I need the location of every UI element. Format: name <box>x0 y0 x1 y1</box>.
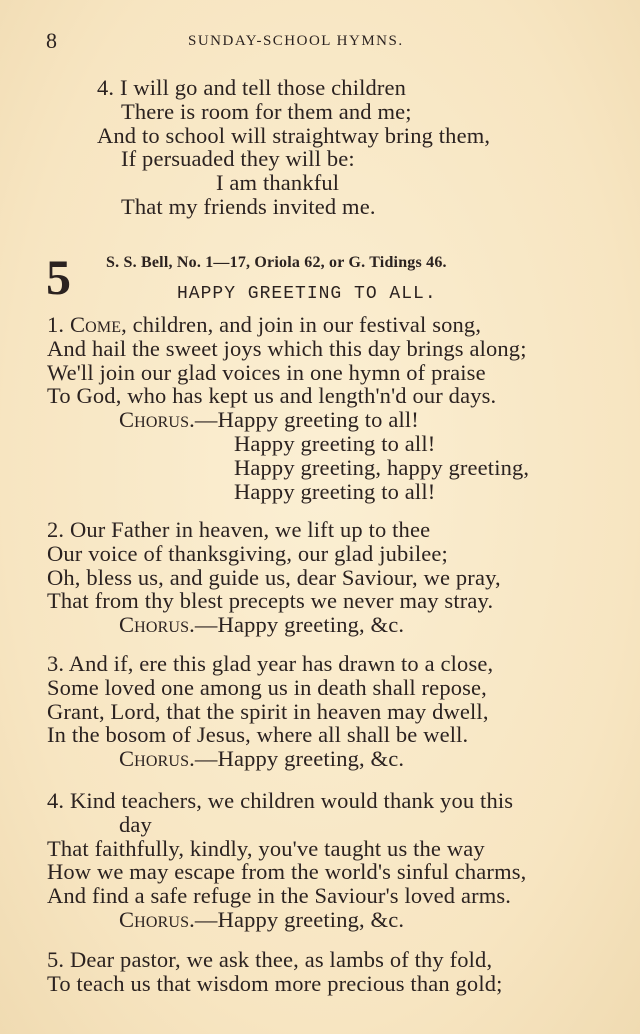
verse-line: If persuaded they will be: <box>121 146 355 172</box>
chorus-line: Happy greeting to all! <box>234 478 436 504</box>
verse-line: 3. And if, ere this glad year has drawn to a close, <box>47 651 494 676</box>
verse-line <box>47 313 529 337</box>
verse-line: Oh, bless us, and guide us, dear Saviour, we pray, <box>47 564 501 590</box>
line-text: , children, and join in our festival song, <box>121 312 482 337</box>
line-text: —Happy greeting, &c. <box>194 612 405 638</box>
verse-line: Some loved one among us in death shall repose, <box>47 674 487 700</box>
verse-line: That from thy blest precepts we never may stray. <box>47 588 494 614</box>
previous-hymn-stanza <box>47 76 490 219</box>
running-title: SUNDAY-SCHOOL HYMNS. <box>188 33 404 49</box>
stanza-2 <box>47 518 501 637</box>
line-text: —Happy greeting, &c. <box>194 746 405 772</box>
stanza-4 <box>47 789 526 932</box>
chorus-line <box>47 613 501 637</box>
stanza-3 <box>47 652 493 771</box>
verse-line: And to school will straightway bring them, <box>97 122 491 148</box>
chorus-line <box>47 408 529 432</box>
verse-line: We'll join our glad voices in one hymn of praise <box>47 359 486 385</box>
verse-line: I am thankful <box>216 170 340 196</box>
verse-line: How we may escape from the world's sinful charms, <box>47 859 527 885</box>
verse-line-overflow: day <box>119 811 152 837</box>
hymn-number: 5 <box>46 249 71 305</box>
verse-line: 4. I will go and tell those children <box>97 75 407 100</box>
chorus-line: Happy greeting, happy greeting, <box>234 454 530 480</box>
verse-line: To God, who has kept us and length'n'd our days. <box>47 383 497 409</box>
verse-line: 5. Dear pastor, we ask thee, as lambs of thy fold, <box>47 947 493 972</box>
verse-line: 2. Our Father in heaven, we lift up to thee <box>47 517 431 542</box>
chorus-label: Chorus. <box>119 612 195 638</box>
chorus-label: Chorus. <box>119 746 195 772</box>
stanza-number: 1. <box>47 312 70 337</box>
line-text: —Happy greeting to all! <box>194 407 419 433</box>
chorus-label: Chorus. <box>119 906 195 932</box>
verse-line: To teach us that wisdom more precious than gold; <box>47 970 503 996</box>
verse-line: In the bosom of Jesus, where all shall be well. <box>47 722 469 748</box>
chorus-line: Happy greeting to all! <box>234 430 436 456</box>
chorus-label: Chorus. <box>119 407 195 433</box>
chorus-line <box>47 747 493 771</box>
tune-source: S. S. Bell, No. 1—17, Oriola 62, or G. Tidings 46. <box>106 254 447 271</box>
hymn-title: HAPPY GREETING TO ALL. <box>177 284 437 304</box>
page-number: 8 <box>46 28 57 53</box>
verse-line: And hail the sweet joys which this day brings along; <box>47 335 527 361</box>
line-text: —Happy greeting, &c. <box>194 906 405 932</box>
stanza-5 <box>47 948 503 996</box>
verse-line: That faithfully, kindly, you've taught us the way <box>47 835 485 861</box>
verse-line: 4. Kind teachers, we children would thank you this <box>47 788 514 813</box>
first-word: Come <box>69 312 122 337</box>
stanza-1 <box>47 313 529 503</box>
verse-line: Our voice of thanksgiving, our glad jubilee; <box>47 540 448 566</box>
verse-line: That my friends invited me. <box>121 193 376 219</box>
chorus-line <box>47 908 526 932</box>
verse-line: There is room for them and me; <box>121 98 412 124</box>
verse-line: Grant, Lord, that the spirit in heaven may dwell, <box>47 698 489 724</box>
verse-line: And find a safe refuge in the Saviour's loved arms. <box>47 883 512 909</box>
